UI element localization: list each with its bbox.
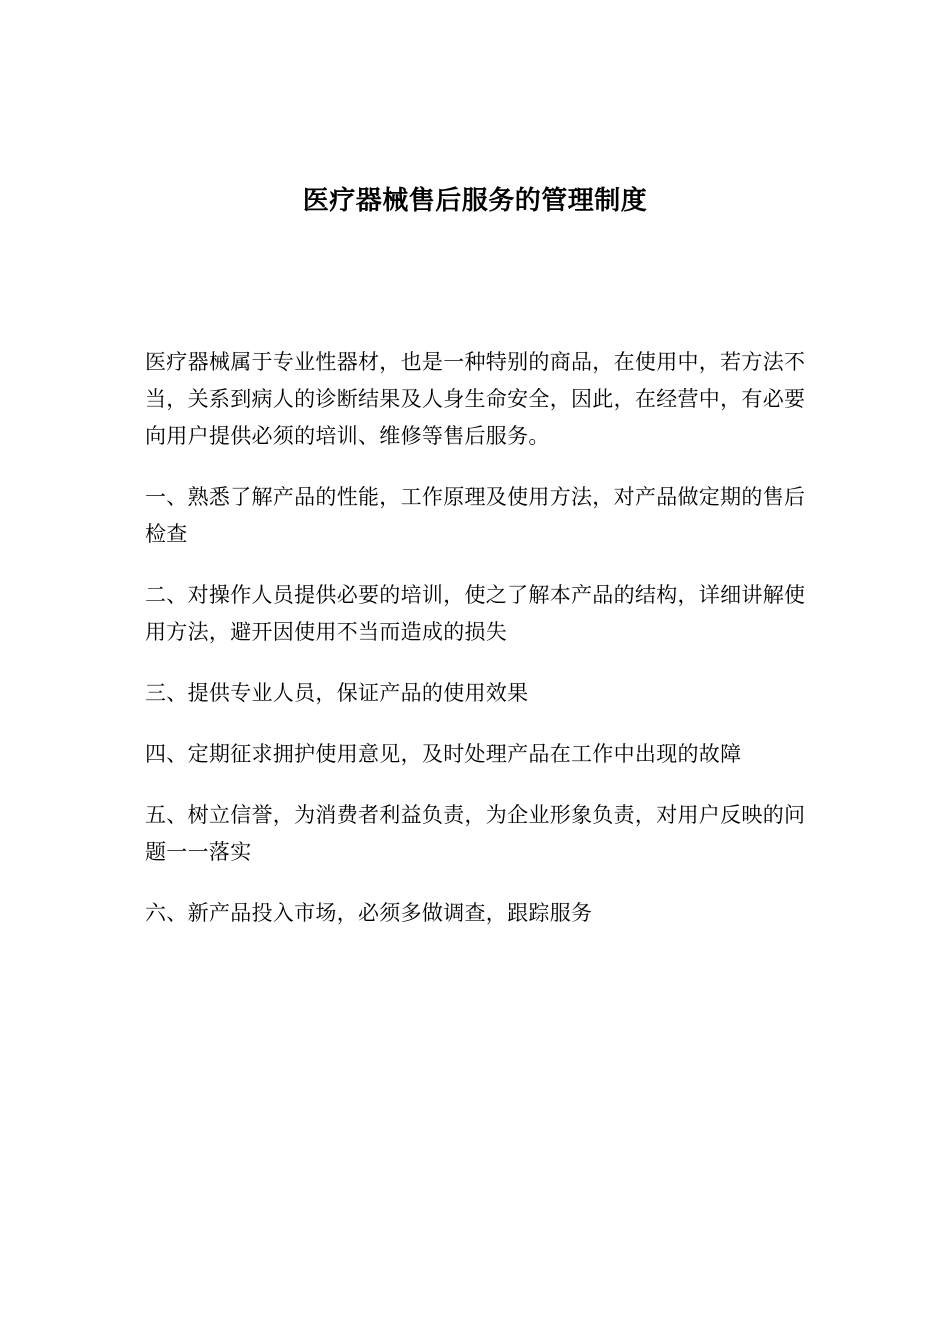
intro-paragraph: 医疗器械属于专业性器材，也是一种特别的商品，在使用中，若方法不当，关系到病人的诊断结果及人身生命安全，因此，在经营中，有必要向用户提供必须的培训、维修等售后服务。 bbox=[145, 350, 806, 448]
clause-5: 五、树立信誉，为消费者利益负责，为企业形象负责，对用户反映的问题一一落实 bbox=[145, 803, 806, 864]
clause-1: 一、熟悉了解产品的性能，工作原理及使用方法，对产品做定期的售后检查 bbox=[145, 485, 806, 546]
document-body bbox=[145, 344, 825, 956]
clause-6: 六、新产品投入市场，必须多做调查，跟踪服务 bbox=[145, 901, 593, 925]
clause-3: 三、提供专业人员，保证产品的使用效果 bbox=[145, 681, 529, 705]
clause-4: 四、定期征求拥护使用意见，及时处理产品在工作中出现的故障 bbox=[145, 742, 742, 766]
document-title: 医疗器械售后服务的管理制度 bbox=[302, 186, 648, 216]
clause-2: 二、对操作人员提供必要的培训，使之了解本产品的结构，详细讲解使用方法，避开因使用不当而造成的损失 bbox=[145, 583, 806, 644]
